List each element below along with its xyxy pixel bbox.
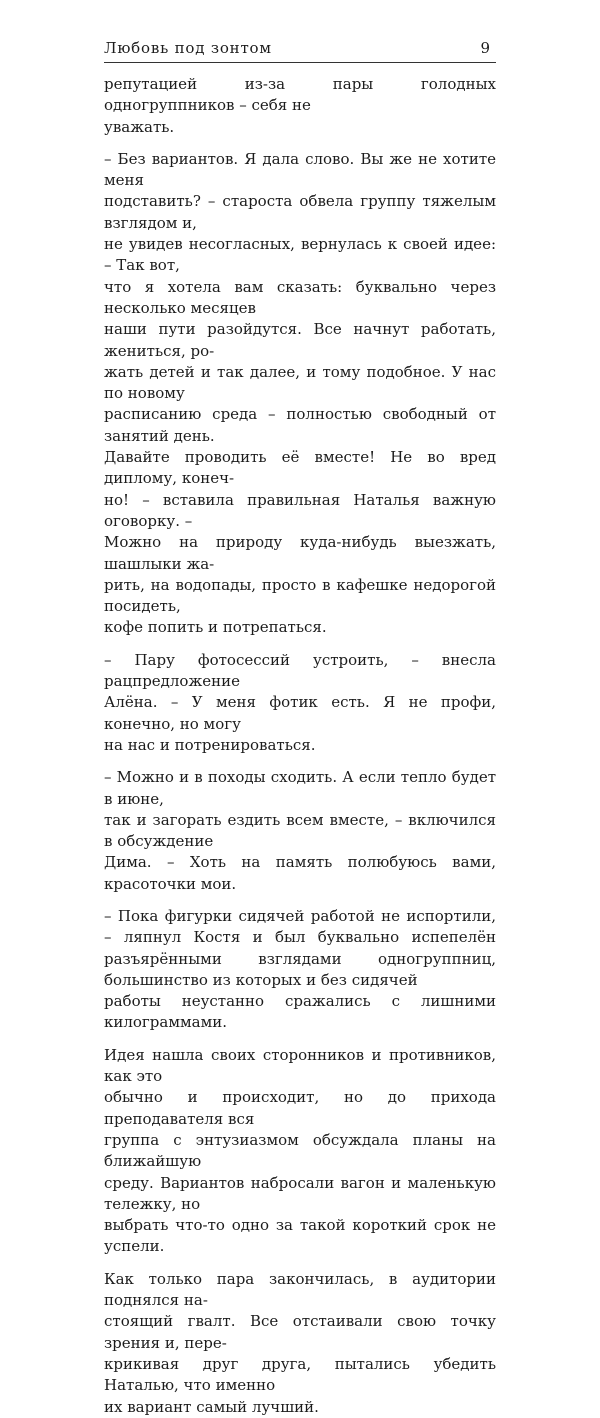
body-text xyxy=(104,74,496,1418)
header-rule xyxy=(104,62,496,63)
paragraph: репутацией из-за пары голодных одногруппников – себя не уважать. xyxy=(104,75,496,136)
paragraph: – Пару фотосессий устроить, – внесла рацпредложение Алёна. – У меня фотик есть. Я не профи, конечно, но могу на нас и потренироваться. xyxy=(104,650,496,754)
paragraph: Идея нашла своих сторонников и противников, как это обычно и происходит, но до прихода преподавателя вся группа с энтузиазмом обсуждала планы на ближайшую среду. Вариантов набросали вагон и маленькую тележку, но выбрать что-то одно за такой короткий срок не успели. xyxy=(104,1045,496,1256)
paragraph: – Пока фигурки сидячей работой не испортили, – ляпнул Костя и был буквально испепелён разъярёнными взглядами одногруппниц, большинство из которых и без сидячей работы неустанно сражались с лишними килограммами. xyxy=(104,906,496,1032)
paragraph: – Без вариантов. Я дала слово. Вы же не хотите меня подставить? – староста обвела группу тяжелым взглядом и, не увидев несогласных, вернулась к своей идее: – Так вот, что я хотела вам сказать: буквально через несколько месяцев наши пути разойдутся. Все начнут работать, жениться, ро- жать детей и так далее, и тому подобное. У нас по новому расписанию среда – полностью свободный от занятий день. Давайте проводить её вместе! Не во вред диплому, конеч- но! – вставила правильная Наталья важную оговорку. – Можно на природу куда-нибудь выезжать, шашлыки жа- рить, на водопады, просто в кафешке недорогой посидеть, кофе попить и потрепаться. xyxy=(104,149,496,637)
paragraph: – Можно и в походы сходить. А если тепло будет в июне, так и загорать ездить всем вместе, – включился в обсуждение Дима. – Хоть на память полюбуюсь вами, красоточки мои. xyxy=(104,768,496,893)
paragraph: Как только пара закончилась, в аудитории поднялся на- стоящий гвалт. Все отстаивали свою точку зрения и, пере- крикивая друг друга, пытались убедить Наталью, что именно их вариант самый лучший. xyxy=(104,1269,496,1416)
page-number: 9 xyxy=(480,39,490,57)
running-header xyxy=(104,34,496,60)
book-title: Любовь под зонтом xyxy=(104,39,272,57)
